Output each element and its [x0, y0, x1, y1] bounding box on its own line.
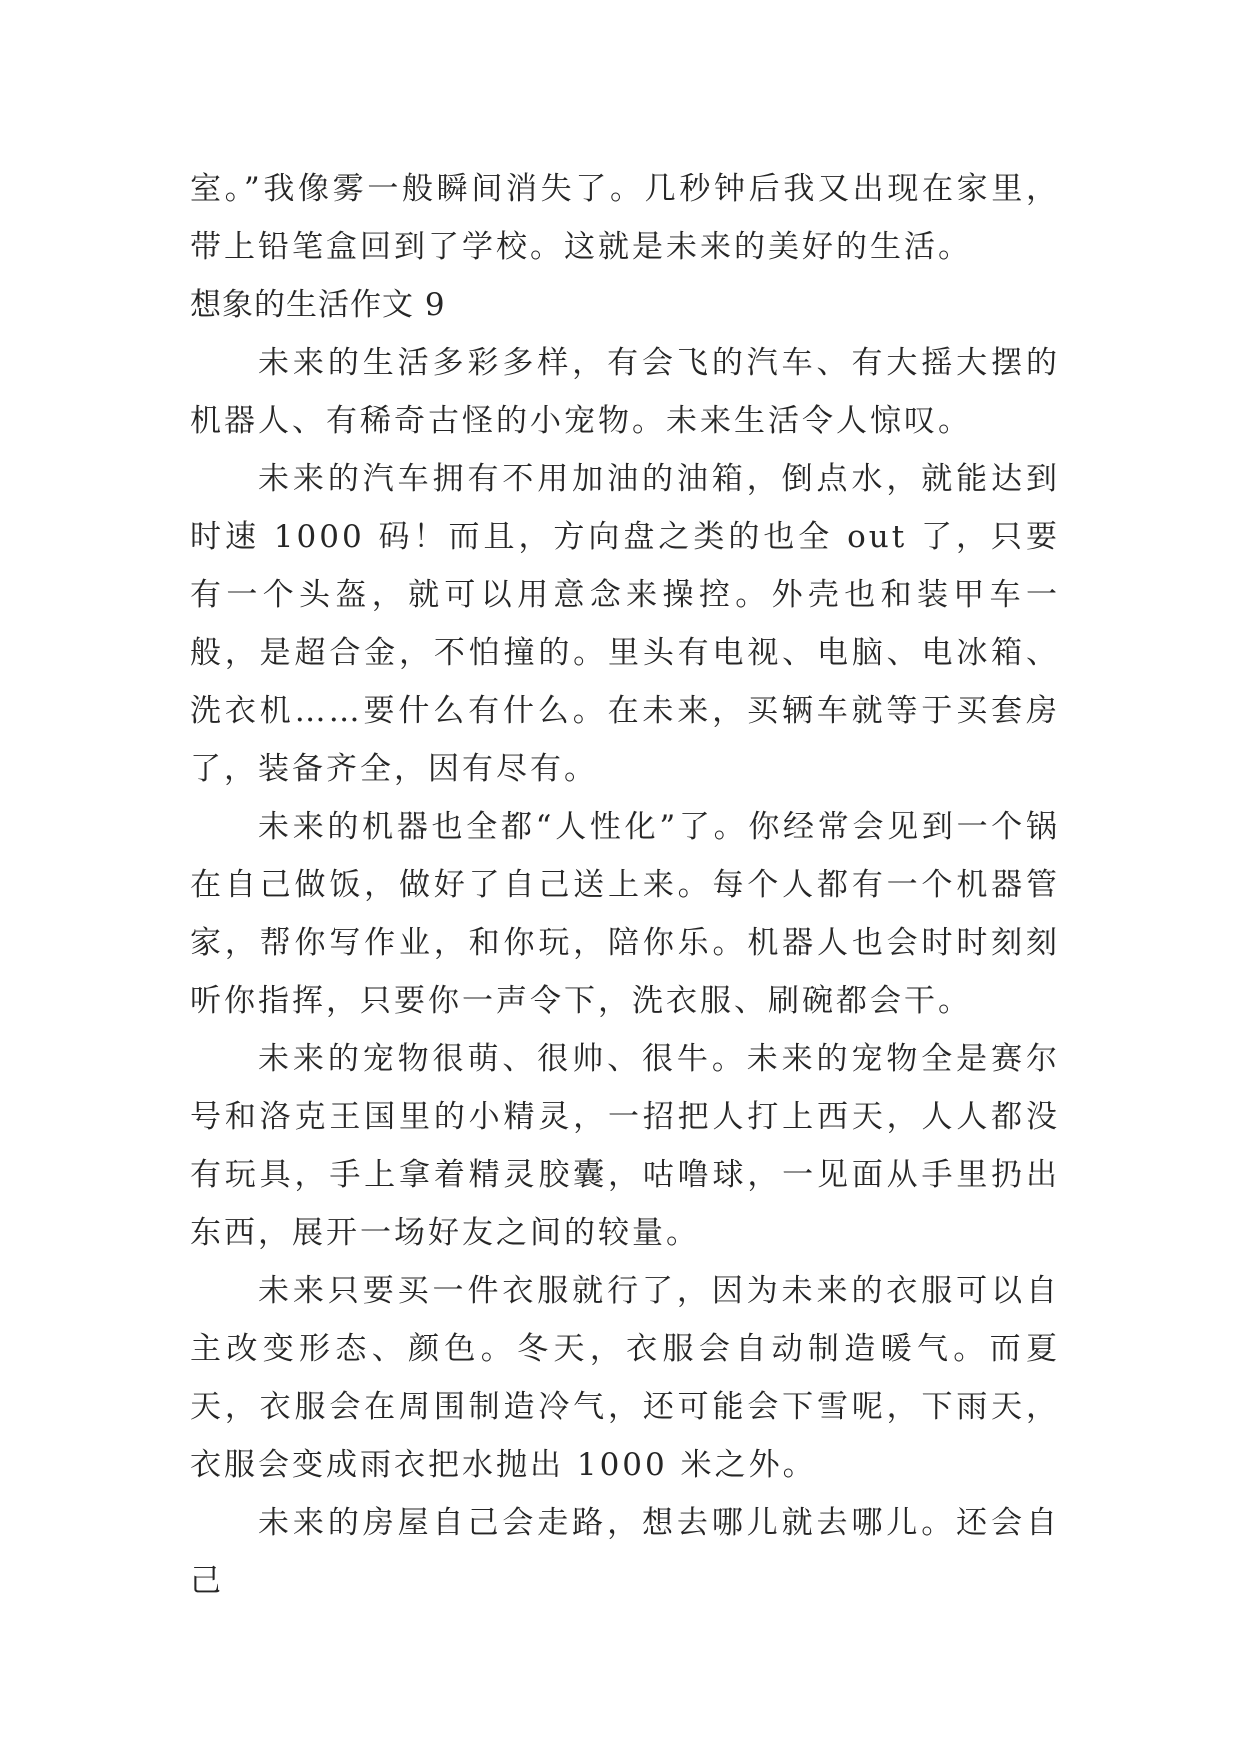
paragraph-houses: 未来的房屋自己会走路，想去哪儿就去哪儿。还会自己: [190, 1505, 1060, 1599]
continuation-paragraph: 室。”我像雾一般瞬间消失了。几秒钟后我又出现在家里，带上铅笔盒回到了学校。这就是未来的美好的生活。: [190, 171, 1060, 265]
paragraph-intro: 未来的生活多彩多样，有会飞的汽车、有大摇大摆的机器人、有稀奇古怪的小宠物。未来生活令人惊叹。: [190, 345, 1060, 439]
document-body: [190, 160, 1060, 1610]
paragraph-clothes: 未来只要买一件衣服就行了，因为未来的衣服可以自主改变形态、颜色。冬天，衣服会自动制造暖气。而夏天，衣服会在周围制造冷气，还可能会下雪呢，下雨天，衣服会变成雨衣把水抛出 1000 米之外。: [190, 1273, 1060, 1483]
essay-heading: 想象的生活作文 9: [190, 287, 446, 323]
paragraph-cars: 未来的汽车拥有不用加油的油箱，倒点水，就能达到时速 1000 码！而且，方向盘之类的也全 out 了，只要有一个头盔，就可以用意念来操控。外壳也和装甲车一般，是超合金，不怕撞的。里头有电视、电脑、电冰箱、洗衣机……要什么有什么。在未来，买辆车就等于买套房了，装备齐全，因有尽有。: [190, 461, 1060, 787]
paragraph-pets: 未来的宠物很萌、很帅、很牛。未来的宠物全是赛尔号和洛克王国里的小精灵，一招把人打上西天，人人都没有玩具，手上拿着精灵胶囊，咕噜球，一见面从手里扔出东西，展开一场好友之间的较量。: [190, 1041, 1060, 1251]
paragraph-machines: 未来的机器也全都“人性化”了。你经常会见到一个锅在自己做饭，做好了自己送上来。每个人都有一个机器管家，帮你写作业，和你玩，陪你乐。机器人也会时时刻刻听你指挥，只要你一声令下，洗衣服、刷碗都会干。: [190, 809, 1060, 1019]
